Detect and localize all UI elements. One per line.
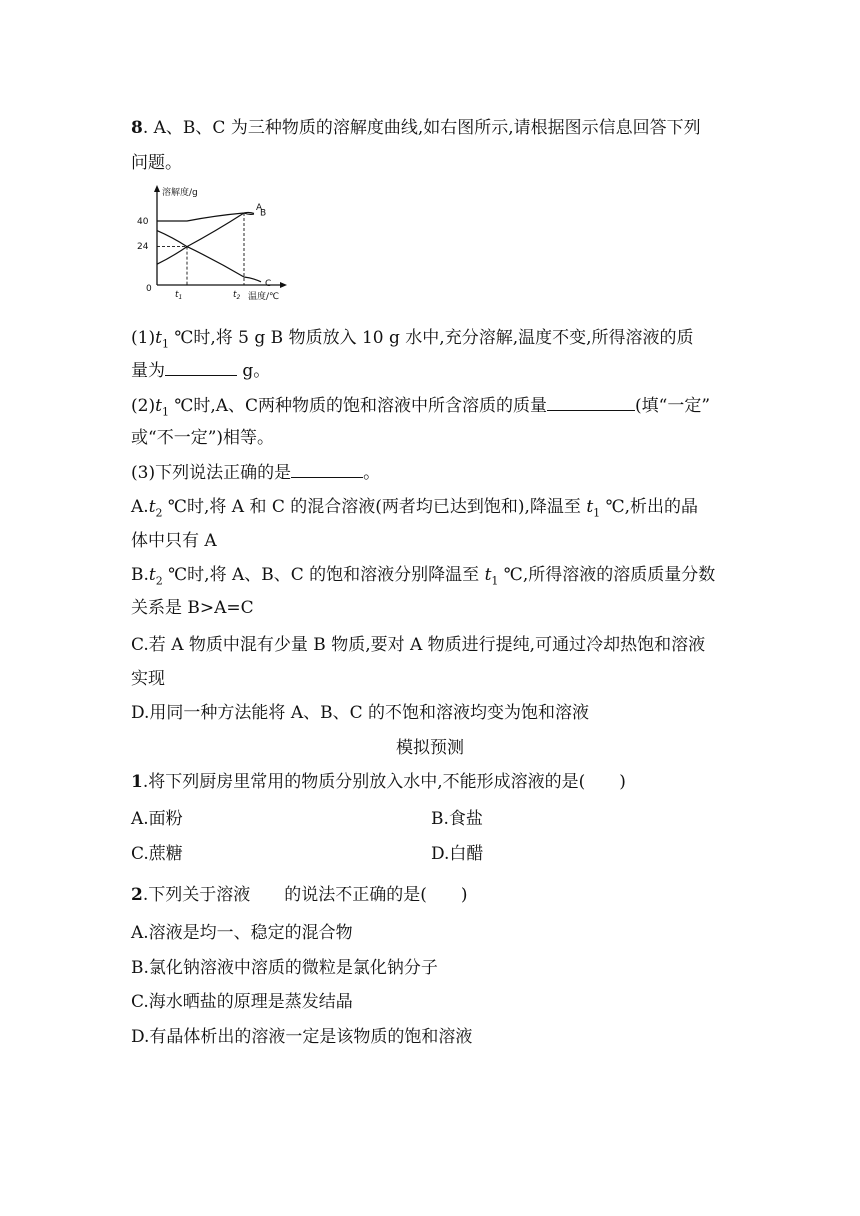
q8-number: 8 (131, 118, 143, 138)
q8-option-b-line1: $B.t_2$ ℃时,将 A、B、C 的饱和溶液分别降温至 $t_1$ ℃,所得溶液的溶质质量分数 (131, 565, 716, 588)
mq1-option-a: A.面粉 (131, 809, 183, 829)
curve-b (157, 212, 254, 221)
q8-part3: (3)下列说法正确的是 。 (131, 463, 381, 483)
q8-part2-line2: 或“不一定”)相等。 (131, 428, 275, 448)
mq2-option-a: A.溶液是均一、稳定的混合物 (131, 923, 353, 943)
q8-option-d: D.用同一种方法能将 A、B、C 的不饱和溶液均变为饱和溶液 (131, 703, 590, 723)
mq1-options-row2 (131, 843, 484, 865)
q8-option-c-line2: 实现 (131, 669, 165, 689)
q8-option-a-line2: 体中只有 A (131, 531, 217, 551)
x-axis-arrow-icon (280, 282, 287, 288)
y-axis-arrow-icon (154, 185, 160, 192)
q8-part2-line1: $(2)t_1$ ℃时,A、C两种物质的饱和溶液中所含溶质的质量 (填“一定” (131, 396, 711, 419)
y-tick-40: 40 (137, 217, 149, 227)
section-title: 模拟预测 (396, 738, 464, 758)
q8-option-b-line2: 关系是 B>A=C (131, 598, 254, 618)
mq1-option-c: C.蔗糖 (131, 844, 183, 864)
series-label-c: C (265, 278, 272, 289)
x-tick-t2: $t_2$ (233, 290, 241, 301)
q8-stem-line1: 8. A、B、C 为三种物质的溶解度曲线,如右图所示,请根据图示信息回答下列 (131, 118, 701, 138)
chart-guide-lines (157, 213, 244, 285)
origin-label: 0 (146, 284, 152, 294)
x-axis-label: 温度/℃ (248, 292, 280, 301)
solubility-chart (133, 183, 293, 301)
q8-option-c-line1: C.若 A 物质中混有少量 B 物质,要对 A 物质进行提纯,可通过冷却热饱和溶液 (131, 635, 706, 655)
q8-part1-line2: 量为 g。 (131, 361, 271, 381)
mq2-option-c: C.海水晒盐的原理是蒸发结晶 (131, 992, 353, 1012)
mq2-option-d: D.有晶体析出的溶液一定是该物质的饱和溶液 (131, 1027, 473, 1047)
answer-blank-2[interactable] (547, 394, 635, 411)
mq2-option-b: B.氯化钠溶液中溶质的微粒是氯化钠分子 (131, 958, 438, 978)
mq2-stem: 2.下列关于溶液 的说法不正确的是( ) (131, 885, 468, 905)
series-label-a: A (256, 203, 263, 214)
answer-blank-1[interactable] (165, 359, 237, 376)
mq1-options-row1 (131, 808, 483, 830)
mq1-option-d: D.白醋 (431, 844, 484, 864)
y-axis-label: 溶解度/g (162, 188, 198, 198)
chart-series-labels (256, 203, 271, 289)
answer-blank-3[interactable] (291, 461, 363, 478)
q8-stem-line2: 问题。 (131, 153, 182, 173)
series-label-b: B (260, 208, 267, 219)
y-tick-24: 24 (137, 242, 149, 252)
q8-part1-line1: $(1)t_1$ ℃时,将 5 g B 物质放入 10 g 水中,充分溶解,温度不变,所得溶液的质 (131, 328, 694, 351)
chart-curves (157, 212, 261, 281)
q8-option-a-line1: $A.t_2$ ℃时,将 A 和 C 的混合溶液(两者均已达到饱和),降温至 $t_1$ ℃,析出的晶 (131, 497, 698, 520)
x-tick-t1: $t_1$ (175, 290, 183, 301)
mq1-option-b: B.食盐 (431, 809, 483, 829)
mq1-stem: 1.将下列厨房里常用的物质分别放入水中,不能形成溶液的是( ) (131, 772, 626, 792)
